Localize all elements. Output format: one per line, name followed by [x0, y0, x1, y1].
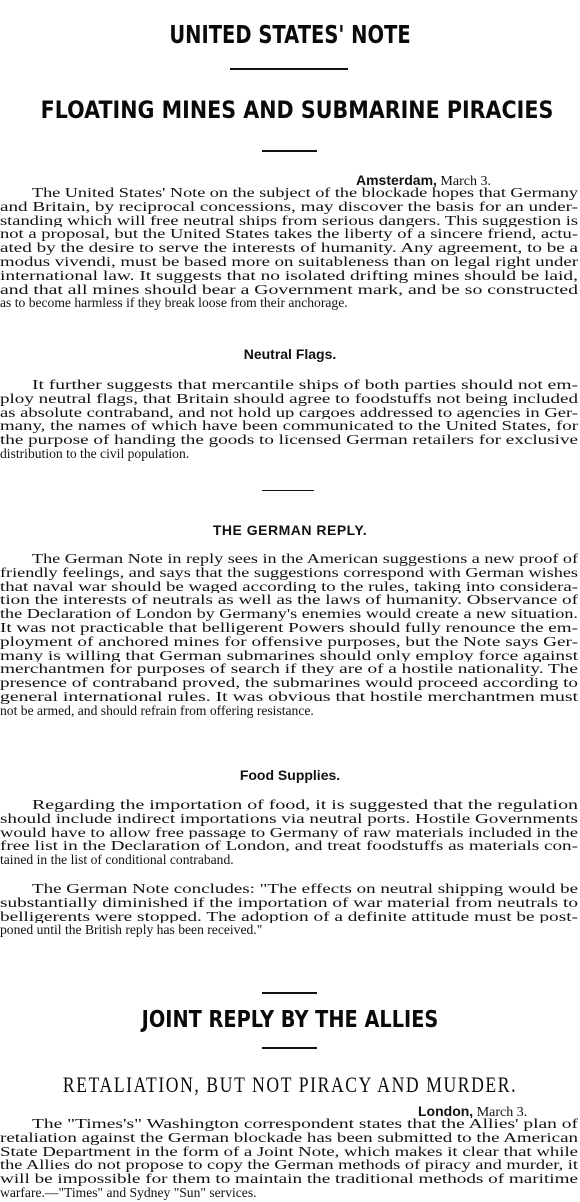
text-line: ploy neutral flags, that Britain should agree to foodstuffs not being included — [0, 391, 578, 406]
headline: FLOATING MINES AND SUBMARINE PIRACIES — [40, 96, 554, 124]
text-line: belligerents were stopped. The adoption of a definite attitude must be post- — [0, 909, 578, 924]
text-line: distribution to the civil population. — [0, 446, 190, 461]
paragraph-german-reply — [0, 552, 580, 718]
text-line: The United States' Note on the subject of the blockade hopes that Germany — [32, 186, 578, 200]
text-line: free list in the Declaration of London, and treat foodstuffs as materials con- — [0, 839, 579, 854]
dateline-place: Amsterdam, — [356, 172, 437, 188]
text-line: substantially diminished if the importation of war material from neutrals to — [0, 895, 579, 910]
divider — [262, 992, 317, 994]
text-line: the Allies do not propose to copy the German methods of piracy and murder, it — [0, 1158, 579, 1173]
page-title: UNITED STATES' NOTE — [169, 20, 411, 49]
text-line: and that all mines should bear a Government mark, and be so constructed — [0, 282, 579, 297]
subheading-food-supplies: Food Supplies. — [239, 767, 341, 783]
paragraph-food-supplies — [0, 798, 580, 867]
text-line: The German Note in reply sees in the American suggestions a new proof of — [32, 552, 578, 566]
text-line: standing which will free neutral ships from serious dangers. This suggestion is — [0, 213, 579, 228]
dateline-date: March 3. — [476, 1105, 528, 1120]
text-line: will be impossible for them to maintain the traditional methods of maritime — [0, 1172, 579, 1186]
divider — [262, 150, 317, 152]
text-line: the purpose of handing the goods to licensed German retailers for exclusive — [0, 433, 578, 447]
text-line: ated by the desire to serve the interests of humanity. Any agreement, to be a — [0, 241, 579, 255]
text-line: and Britain, by reciprocal concessions, may discover the basis for an under- — [0, 199, 579, 214]
text-line: It further suggests that mercantile ships of both parties should not em- — [32, 378, 578, 392]
text-line: as to become harmless if they break loose from their anchorage. — [0, 296, 348, 311]
paragraph-joint-reply — [0, 1117, 580, 1200]
text-line: many is willing that German submarines should only employ force against — [0, 648, 579, 663]
text-line: warfare.—"Times" and Sydney "Sun" services. — [0, 1185, 257, 1200]
text-line: international law. It suggests that no isolated drifting mines should be laid, — [0, 268, 578, 283]
text-line: presence of contraband proved, the submarines would proceed according to — [0, 676, 579, 690]
subheading-german-reply: THE GERMAN REPLY. — [212, 522, 368, 538]
text-line: Regarding the importation of food, it is suggested that the regulation — [32, 798, 579, 812]
text-line: the Declaration of London by Germany's enemies would create a new situation. — [0, 607, 578, 621]
paragraph-german-conclusion — [0, 882, 580, 937]
divider — [230, 68, 348, 70]
headline-retaliation: RETALIATION, BUT NOT PIRACY AND MURDER. — [62, 1072, 518, 1097]
text-line: The "Times's" Washington correspondent states that the Allies' plan of — [32, 1117, 578, 1131]
text-line: modus vivendi, must be based more on suitableness than on legal right under — [0, 254, 578, 269]
divider — [262, 1047, 317, 1049]
text-line: The German Note concludes: "The effects on neutral shipping would be — [32, 882, 579, 896]
text-line: friendly feelings, and says that the suggestions correspond with German wishes — [0, 565, 578, 580]
subheading-neutral-flags: Neutral Flags. — [243, 346, 337, 362]
text-line: merchantmen for purposes of search if they are of a hostile nationality. The — [0, 662, 578, 677]
dateline-place: London, — [418, 1103, 474, 1119]
text-line: poned until the British reply has been received." — [0, 923, 263, 938]
text-line: tained in the list of conditional contraband. — [0, 853, 234, 867]
text-line: many, the names of which have been communicated to the United States, for — [0, 419, 578, 434]
text-line: would have to allow free passage to Germany of raw materials included in the — [0, 825, 579, 840]
text-line: general international rules. It was obvious that hostile merchantmen must — [0, 689, 579, 704]
headline-joint-reply: JOINT REPLY BY THE ALLIES — [141, 1007, 439, 1033]
paragraph-neutral-flags — [0, 378, 580, 461]
text-line: should include indirect importations via neutral ports. Hostile Governments — [0, 811, 578, 826]
dateline-date: March 3. — [440, 174, 491, 189]
paragraph-us-note — [0, 186, 580, 310]
text-line: It was not practicable that belligerent Powers should fully renounce the em- — [0, 620, 578, 635]
text-line: tion the interests of neutrals as well as the laws of humanity. Observance of — [0, 593, 579, 608]
text-line: not a proposal, but the United States takes the liberty of a sincere friend, actu- — [0, 227, 579, 242]
text-line: that naval war should be waged according to the rules, taking into considera- — [0, 579, 578, 594]
text-line: State Department in the form of a Joint Note, which makes it clear that while — [0, 1144, 579, 1159]
text-line: retaliation against the German blockade has been submitted to the American — [0, 1130, 578, 1145]
divider — [262, 490, 314, 491]
text-line: ployment of anchored mines for offensive purposes, but the Note says Ger- — [0, 634, 578, 649]
text-line: not be armed, and should refrain from offering resistance. — [0, 703, 314, 718]
text-line: as absolute contraband, and not hold up cargoes addressed to agencies in Ger- — [0, 405, 578, 420]
